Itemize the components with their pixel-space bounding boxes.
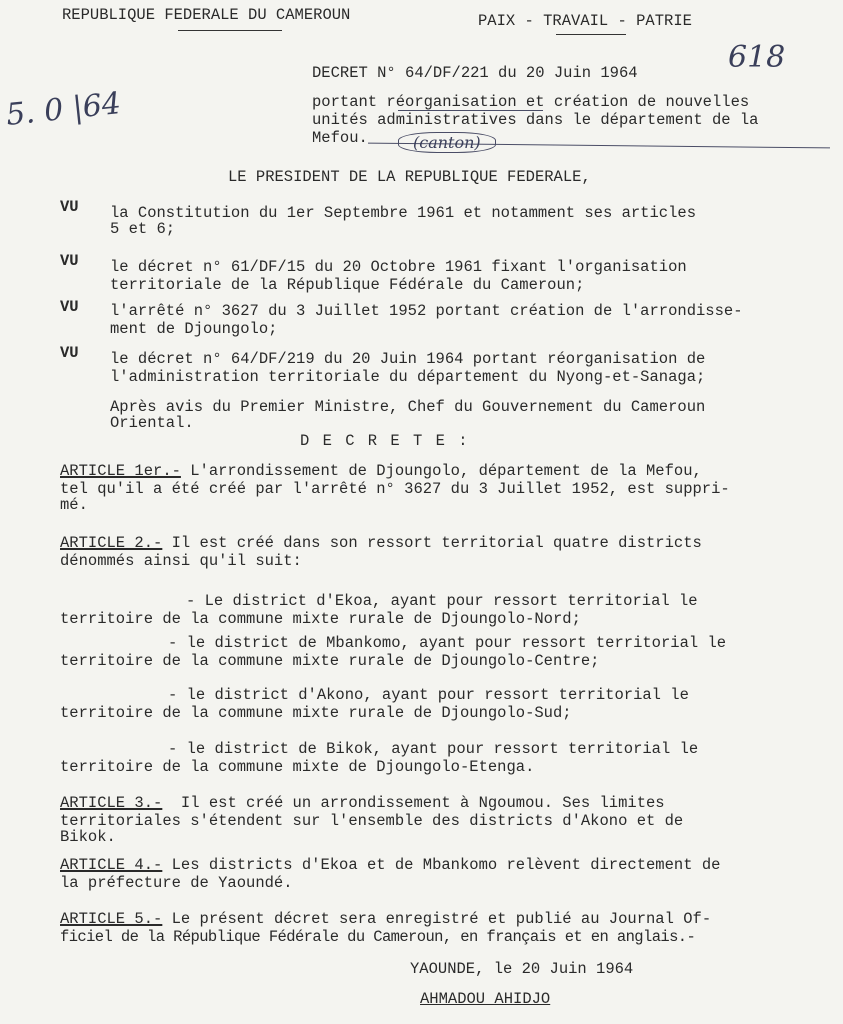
article-1-label: ARTICLE 1er.- xyxy=(60,462,181,480)
district-3-line-2: territoire de la commune mixte rurale de Djoungolo-Sud; xyxy=(60,704,572,722)
signature-name: AHMADOU AHIDJO xyxy=(420,990,551,1008)
district-4-line-1: - le district de Bikok, ayant pour ressort territorial le xyxy=(168,740,699,758)
decree-subject-line-1: portant réorganisation et création de nouvelles xyxy=(312,93,750,111)
article-3-line-2: territoriales s'étendent sur l'ensemble des districts d'Akono et de xyxy=(60,812,684,830)
vu-2-line-1: le décret n° 61/DF/15 du 20 Octobre 1961 fixant l'organisation xyxy=(110,258,687,276)
handwritten-annotation: (canton) xyxy=(398,132,496,153)
article-2-label: ARTICLE 2.- xyxy=(60,534,163,552)
article-3-line-3: Bikok. xyxy=(60,828,116,846)
vu-mark-4: VU xyxy=(60,344,79,362)
vu-mark-1: VU xyxy=(60,198,79,216)
decree-number: DECRET N° 64/DF/221 du 20 Juin 1964 xyxy=(312,64,638,82)
avis-line-1: Après avis du Premier Ministre, Chef du Gouvernement du Cameroun xyxy=(110,398,706,416)
article-2-line-2: dénommés ainsi qu'il suit: xyxy=(60,552,302,570)
pen-underline-1 xyxy=(398,110,543,111)
article-5-label: ARTICLE 5.- xyxy=(60,910,163,928)
decrete-heading: D E C R E T E : xyxy=(300,432,470,450)
vu-3-line-2: ment de Djoungolo; xyxy=(110,320,278,338)
vu-4-line-2: l'administration territoriale du département du Nyong-et-Sanaga; xyxy=(110,368,706,386)
vu-4-line-1: le décret n° 64/DF/219 du 20 Juin 1964 portant réorganisation de xyxy=(110,350,706,368)
district-1-line-2: territoire de la commune mixte rurale de Djoungolo-Nord; xyxy=(60,610,581,628)
article-2-line-1: ARTICLE 2.- Il est créé dans son ressort territorial quatre districts xyxy=(60,534,702,552)
motto-underline xyxy=(556,34,626,35)
vu-2-line-2: territoriale de la République Fédérale du Cameroun; xyxy=(110,276,585,294)
vu-1-line-1: la Constitution du 1er Septembre 1961 et notamment ses articles xyxy=(110,204,696,222)
header-underline xyxy=(178,30,282,31)
district-2-line-1: - le district de Mbankomo, ayant pour ressort territorial le xyxy=(168,634,727,652)
vu-mark-3: VU xyxy=(60,298,79,316)
vu-mark-2: VU xyxy=(60,252,79,270)
margin-note: 5. 0 |64 xyxy=(4,86,123,133)
avis-line-2: Oriental. xyxy=(110,414,194,432)
article-1-line-3: mé. xyxy=(60,496,88,514)
header-motto: PAIX - TRAVAIL - PATRIE xyxy=(478,12,692,30)
president-line: LE PRESIDENT DE LA REPUBLIQUE FEDERALE, xyxy=(228,168,591,186)
place-date: YAOUNDE, le 20 Juin 1964 xyxy=(410,960,634,978)
handwritten-number: 618 xyxy=(728,40,786,75)
header-republic: REPUBLIQUE FEDERALE DU CAMEROUN xyxy=(62,6,351,24)
district-1-line-1: - Le district d'Ekoa, ayant pour ressort territorial le xyxy=(186,592,698,610)
district-4-line-2: territoire de la commune mixte de Djoungolo-Etenga. xyxy=(60,758,535,776)
article-3-label: ARTICLE 3.- xyxy=(60,794,163,812)
article-1-line-1: ARTICLE 1er.- L'arrondissement de Djoungolo, département de la Mefou, xyxy=(60,462,702,480)
article-4-label: ARTICLE 4.- xyxy=(60,856,163,874)
article-4-line-1: ARTICLE 4.- Les districts d'Ekoa et de Mbankomo relèvent directement de xyxy=(60,856,721,874)
district-3-line-1: - le district d'Akono, ayant pour ressort territorial le xyxy=(168,686,689,704)
vu-3-line-1: l'arrêté n° 3627 du 3 Juillet 1952 portant création de l'arrondisse- xyxy=(110,302,743,320)
district-2-line-2: territoire de la commune mixte rurale de Djoungolo-Centre; xyxy=(60,652,600,670)
article-3-line-1: ARTICLE 3.- Il est créé un arrondissement à Ngoumou. Ses limites xyxy=(60,794,665,812)
decree-subject-line-3: Mefou. xyxy=(312,129,368,147)
article-5-line-1: ARTICLE 5.- Le présent décret sera enregistré et publié au Journal Of- xyxy=(60,910,712,928)
vu-1-line-2: 5 et 6; xyxy=(110,220,176,238)
article-5-line-2: ficiel de la République Fédérale du Cameroun, en français et en anglais.- xyxy=(60,928,696,946)
article-1-line-2: tel qu'il a été créé par l'arrêté n° 3627 du 3 Juillet 1952, est suppri- xyxy=(60,480,730,498)
decree-subject-line-2: unités administratives dans le département de la xyxy=(312,111,759,129)
article-4-line-2: la préfecture de Yaoundé. xyxy=(60,874,293,892)
